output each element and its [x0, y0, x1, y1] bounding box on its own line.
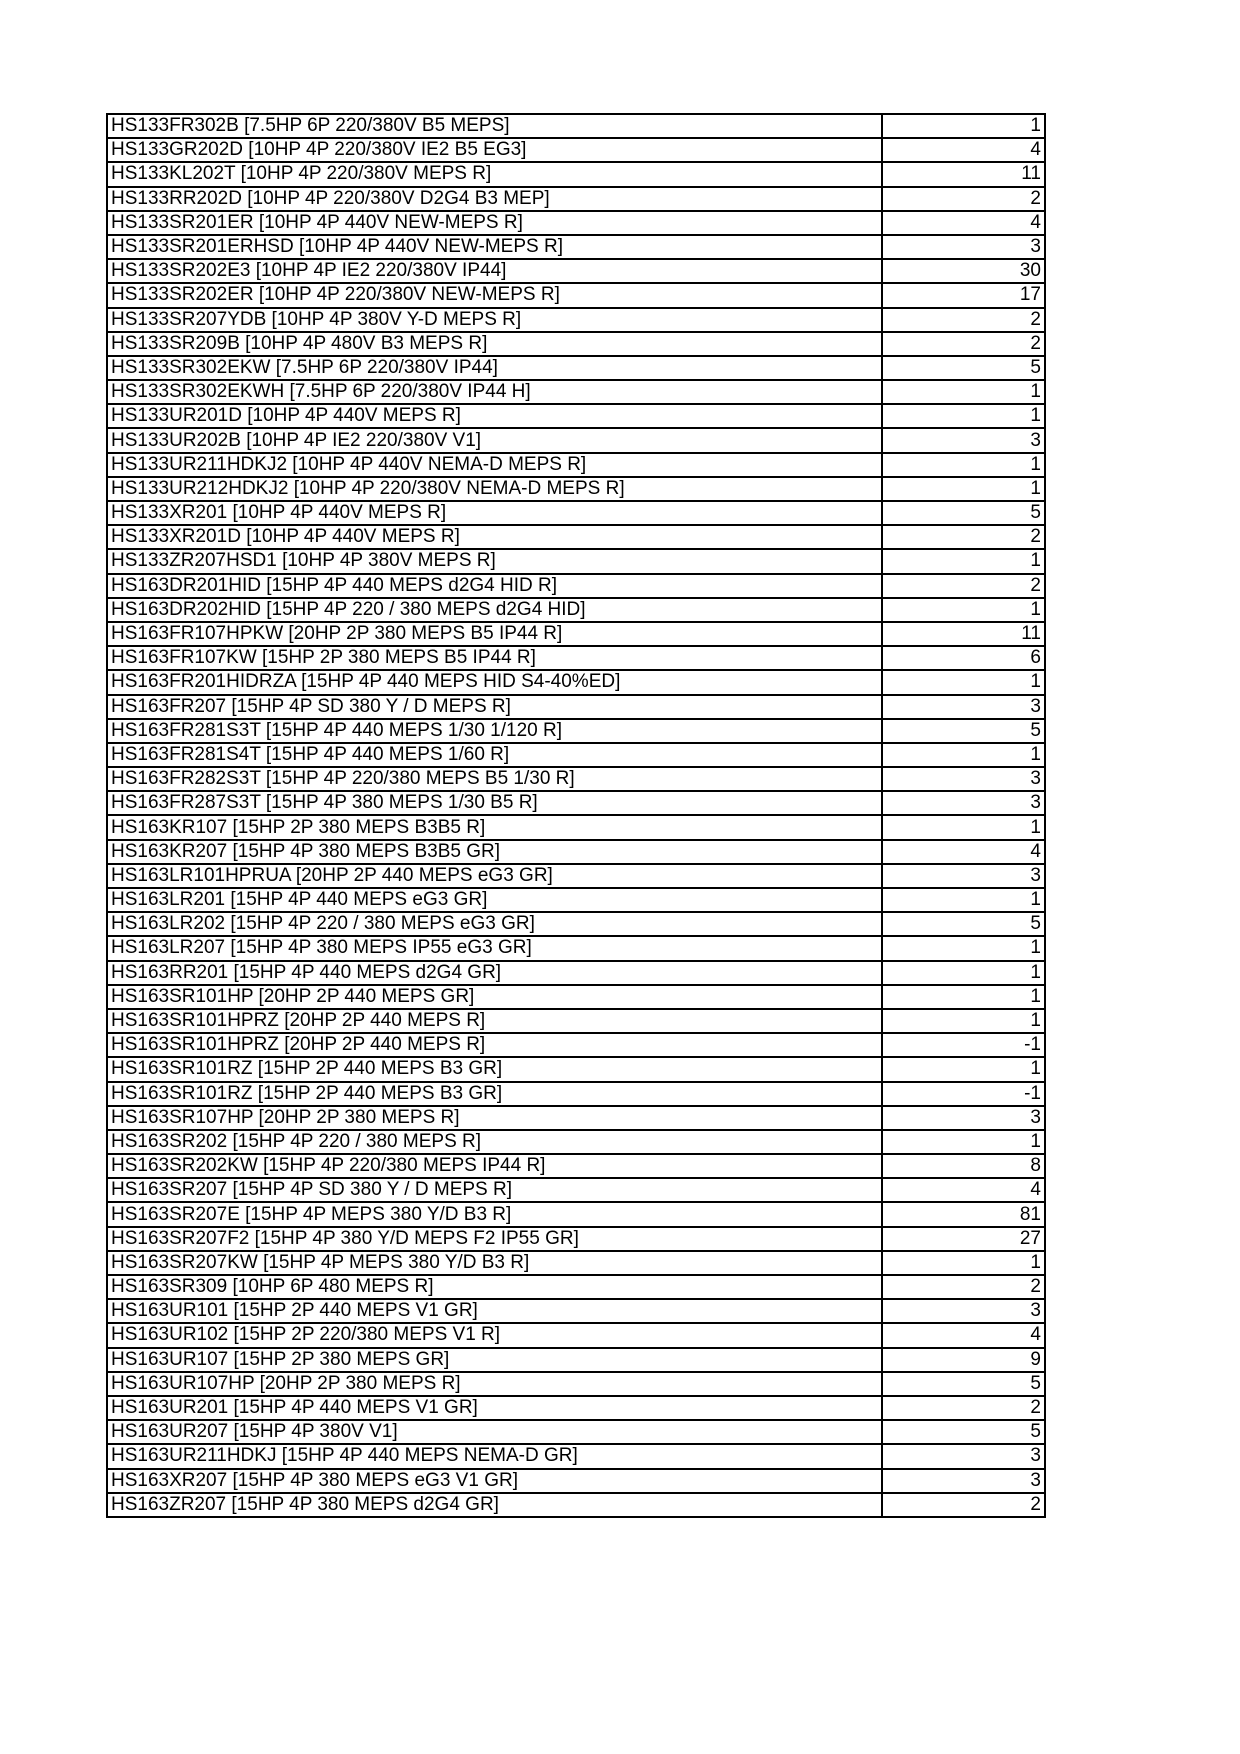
quantity-cell: 3	[882, 1106, 1045, 1130]
item-description-cell: HS163FR207 [15HP 4P SD 380 Y / D MEPS R]	[107, 695, 882, 719]
item-description-cell: HS133RR202D [10HP 4P 220/380V D2G4 B3 MEP]	[107, 187, 882, 211]
table-row	[107, 1130, 1045, 1154]
table-row	[107, 622, 1045, 646]
quantity-cell: 1	[882, 1009, 1045, 1033]
quantity-cell: 3	[882, 767, 1045, 791]
table-row	[107, 187, 1045, 211]
item-description-cell: HS133SR302EKW [7.5HP 6P 220/380V IP44]	[107, 356, 882, 380]
table-row	[107, 283, 1045, 307]
item-description-cell: HS133UR201D [10HP 4P 440V MEPS R]	[107, 404, 882, 428]
table-row	[107, 332, 1045, 356]
quantity-cell: 4	[882, 138, 1045, 162]
table-row	[107, 1227, 1045, 1251]
item-description-cell: HS133ZR207HSD1 [10HP 4P 380V MEPS R]	[107, 549, 882, 573]
item-description-cell: HS163UR207 [15HP 4P 380V V1]	[107, 1420, 882, 1444]
table-row	[107, 1033, 1045, 1057]
table-row	[107, 1082, 1045, 1106]
item-description-cell: HS163FR201HIDRZA [15HP 4P 440 MEPS HID S4-40%ED]	[107, 670, 882, 694]
item-description-cell: HS133GR202D [10HP 4P 220/380V IE2 B5 EG3]	[107, 138, 882, 162]
item-description-cell: HS133SR302EKWH [7.5HP 6P 220/380V IP44 H]	[107, 380, 882, 404]
item-description-cell: HS163KR207 [15HP 4P 380 MEPS B3B5 GR]	[107, 840, 882, 864]
table-row	[107, 1469, 1045, 1493]
quantity-cell: 30	[882, 259, 1045, 283]
quantity-cell: 11	[882, 162, 1045, 186]
quantity-cell: 5	[882, 1372, 1045, 1396]
quantity-cell: 17	[882, 283, 1045, 307]
table-row	[107, 162, 1045, 186]
quantity-cell: 1	[882, 888, 1045, 912]
item-description-cell: HS163SR202KW [15HP 4P 220/380 MEPS IP44 R]	[107, 1154, 882, 1178]
item-description-cell: HS163FR281S3T [15HP 4P 440 MEPS 1/30 1/120 R]	[107, 719, 882, 743]
item-description-cell: HS163RR201 [15HP 4P 440 MEPS d2G4 GR]	[107, 961, 882, 985]
quantity-cell: 2	[882, 187, 1045, 211]
quantity-cell: 9	[882, 1348, 1045, 1372]
table-row	[107, 840, 1045, 864]
item-description-cell: HS163SR101HPRZ [20HP 2P 440 MEPS R]	[107, 1009, 882, 1033]
item-description-cell: HS163UR201 [15HP 4P 440 MEPS V1 GR]	[107, 1396, 882, 1420]
table-row	[107, 428, 1045, 452]
table-row	[107, 549, 1045, 573]
quantity-cell: 3	[882, 695, 1045, 719]
table-row	[107, 380, 1045, 404]
quantity-cell: 1	[882, 477, 1045, 501]
item-description-cell: HS163UR102 [15HP 2P 220/380 MEPS V1 R]	[107, 1323, 882, 1347]
table-row	[107, 791, 1045, 815]
item-description-cell: HS163SR107HP [20HP 2P 380 MEPS R]	[107, 1106, 882, 1130]
table-row	[107, 1202, 1045, 1226]
item-description-cell: HS163SR101HPRZ [20HP 2P 440 MEPS R]	[107, 1033, 882, 1057]
table-row	[107, 1420, 1045, 1444]
table-row	[107, 453, 1045, 477]
quantity-cell: 3	[882, 791, 1045, 815]
inventory-table	[106, 113, 1046, 1518]
table-row	[107, 912, 1045, 936]
table-row	[107, 1372, 1045, 1396]
quantity-cell: 3	[882, 428, 1045, 452]
quantity-cell: 27	[882, 1227, 1045, 1251]
quantity-cell: 2	[882, 1275, 1045, 1299]
item-description-cell: HS163SR101HP [20HP 2P 440 MEPS GR]	[107, 985, 882, 1009]
quantity-cell: 81	[882, 1202, 1045, 1226]
table-row	[107, 1323, 1045, 1347]
table-row	[107, 670, 1045, 694]
item-description-cell: HS163SR101RZ [15HP 2P 440 MEPS B3 GR]	[107, 1057, 882, 1081]
item-description-cell: HS163LR207 [15HP 4P 380 MEPS IP55 eG3 GR]	[107, 936, 882, 960]
item-description-cell: HS133UR211HDKJ2 [10HP 4P 440V NEMA-D MEPS R]	[107, 453, 882, 477]
quantity-cell: 1	[882, 743, 1045, 767]
quantity-cell: 3	[882, 235, 1045, 259]
item-description-cell: HS133FR302B [7.5HP 6P 220/380V B5 MEPS]	[107, 114, 882, 138]
item-description-cell: HS163LR101HPRUA [20HP 2P 440 MEPS eG3 GR]	[107, 864, 882, 888]
item-description-cell: HS163ZR207 [15HP 4P 380 MEPS d2G4 GR]	[107, 1493, 882, 1517]
quantity-cell: 1	[882, 1130, 1045, 1154]
quantity-cell: 2	[882, 1396, 1045, 1420]
table-row	[107, 1106, 1045, 1130]
quantity-cell: 2	[882, 332, 1045, 356]
table-row	[107, 404, 1045, 428]
table-row	[107, 501, 1045, 525]
quantity-cell: 3	[882, 1299, 1045, 1323]
item-description-cell: HS163SR202 [15HP 4P 220 / 380 MEPS R]	[107, 1130, 882, 1154]
table-row	[107, 1154, 1045, 1178]
table-row	[107, 1178, 1045, 1202]
quantity-cell: 5	[882, 501, 1045, 525]
item-description-cell: HS163SR207E [15HP 4P MEPS 380 Y/D B3 R]	[107, 1202, 882, 1226]
table-row	[107, 259, 1045, 283]
quantity-cell: 8	[882, 1154, 1045, 1178]
table-row	[107, 1299, 1045, 1323]
item-description-cell: HS163SR207F2 [15HP 4P 380 Y/D MEPS F2 IP55 GR]	[107, 1227, 882, 1251]
quantity-cell: 4	[882, 211, 1045, 235]
table-row	[107, 864, 1045, 888]
table-row	[107, 695, 1045, 719]
item-description-cell: HS133SR207YDB [10HP 4P 380V Y-D MEPS R]	[107, 308, 882, 332]
item-description-cell: HS163KR107 [15HP 2P 380 MEPS B3B5 R]	[107, 815, 882, 839]
table-row	[107, 1275, 1045, 1299]
item-description-cell: HS163SR207KW [15HP 4P MEPS 380 Y/D B3 R]	[107, 1251, 882, 1275]
item-description-cell: HS163DR202HID [15HP 4P 220 / 380 MEPS d2G4 HID]	[107, 598, 882, 622]
quantity-cell: 3	[882, 864, 1045, 888]
item-description-cell: HS163DR201HID [15HP 4P 440 MEPS d2G4 HID R]	[107, 574, 882, 598]
table-row	[107, 308, 1045, 332]
item-description-cell: HS163LR202 [15HP 4P 220 / 380 MEPS eG3 GR]	[107, 912, 882, 936]
item-description-cell: HS163SR207 [15HP 4P SD 380 Y / D MEPS R]	[107, 1178, 882, 1202]
table-row	[107, 1396, 1045, 1420]
table-row	[107, 815, 1045, 839]
table-row	[107, 1009, 1045, 1033]
item-description-cell: HS133UR202B [10HP 4P IE2 220/380V V1]	[107, 428, 882, 452]
quantity-cell: 2	[882, 308, 1045, 332]
item-description-cell: HS163SR309 [10HP 6P 480 MEPS R]	[107, 1275, 882, 1299]
quantity-cell: 1	[882, 936, 1045, 960]
item-description-cell: HS163UR107HP [20HP 2P 380 MEPS R]	[107, 1372, 882, 1396]
table-row	[107, 1444, 1045, 1468]
item-description-cell: HS163UR101 [15HP 2P 440 MEPS V1 GR]	[107, 1299, 882, 1323]
table-row	[107, 598, 1045, 622]
table-row	[107, 743, 1045, 767]
quantity-cell: 2	[882, 574, 1045, 598]
quantity-cell: -1	[882, 1082, 1045, 1106]
quantity-cell: 2	[882, 1493, 1045, 1517]
quantity-cell: 5	[882, 719, 1045, 743]
table-row	[107, 961, 1045, 985]
quantity-cell: 11	[882, 622, 1045, 646]
item-description-cell: HS133UR212HDKJ2 [10HP 4P 220/380V NEMA-D MEPS R]	[107, 477, 882, 501]
quantity-cell: 5	[882, 1420, 1045, 1444]
item-description-cell: HS163XR207 [15HP 4P 380 MEPS eG3 V1 GR]	[107, 1469, 882, 1493]
table-row	[107, 936, 1045, 960]
item-description-cell: HS133XR201 [10HP 4P 440V MEPS R]	[107, 501, 882, 525]
quantity-cell: 3	[882, 1444, 1045, 1468]
quantity-cell: 1	[882, 1251, 1045, 1275]
quantity-cell: 3	[882, 1469, 1045, 1493]
quantity-cell: 4	[882, 840, 1045, 864]
item-description-cell: HS133SR201ERHSD [10HP 4P 440V NEW-MEPS R]	[107, 235, 882, 259]
table-row	[107, 646, 1045, 670]
table-row	[107, 477, 1045, 501]
quantity-cell: 4	[882, 1323, 1045, 1347]
item-description-cell: HS163FR282S3T [15HP 4P 220/380 MEPS B5 1/30 R]	[107, 767, 882, 791]
item-description-cell: HS163FR107KW [15HP 2P 380 MEPS B5 IP44 R]	[107, 646, 882, 670]
table-row	[107, 767, 1045, 791]
item-description-cell: HS163FR281S4T [15HP 4P 440 MEPS 1/60 R]	[107, 743, 882, 767]
table-row	[107, 1348, 1045, 1372]
table-row	[107, 574, 1045, 598]
quantity-cell: 1	[882, 961, 1045, 985]
quantity-cell: 1	[882, 1057, 1045, 1081]
item-description-cell: HS163UR211HDKJ [15HP 4P 440 MEPS NEMA-D GR]	[107, 1444, 882, 1468]
table-row	[107, 1057, 1045, 1081]
quantity-cell: 6	[882, 646, 1045, 670]
quantity-cell: 1	[882, 815, 1045, 839]
quantity-cell: 2	[882, 525, 1045, 549]
inventory-table-body	[107, 114, 1045, 1517]
table-row	[107, 888, 1045, 912]
quantity-cell: 1	[882, 598, 1045, 622]
table-row	[107, 235, 1045, 259]
quantity-cell: 1	[882, 453, 1045, 477]
quantity-cell: -1	[882, 1033, 1045, 1057]
item-description-cell: HS163FR107HPKW [20HP 2P 380 MEPS B5 IP44 R]	[107, 622, 882, 646]
table-row	[107, 525, 1045, 549]
quantity-cell: 4	[882, 1178, 1045, 1202]
quantity-cell: 1	[882, 549, 1045, 573]
item-description-cell: HS133SR209B [10HP 4P 480V B3 MEPS R]	[107, 332, 882, 356]
quantity-cell: 5	[882, 356, 1045, 380]
item-description-cell: HS133XR201D [10HP 4P 440V MEPS R]	[107, 525, 882, 549]
quantity-cell: 1	[882, 985, 1045, 1009]
table-row	[107, 114, 1045, 138]
table-row	[107, 138, 1045, 162]
quantity-cell: 1	[882, 670, 1045, 694]
item-description-cell: HS163SR101RZ [15HP 2P 440 MEPS B3 GR]	[107, 1082, 882, 1106]
item-description-cell: HS163LR201 [15HP 4P 440 MEPS eG3 GR]	[107, 888, 882, 912]
table-row	[107, 356, 1045, 380]
table-row	[107, 985, 1045, 1009]
item-description-cell: HS133SR202ER [10HP 4P 220/380V NEW-MEPS R]	[107, 283, 882, 307]
item-description-cell: HS133KL202T [10HP 4P 220/380V MEPS R]	[107, 162, 882, 186]
quantity-cell: 1	[882, 404, 1045, 428]
table-row	[107, 1493, 1045, 1517]
quantity-cell: 5	[882, 912, 1045, 936]
item-description-cell: HS163FR287S3T [15HP 4P 380 MEPS 1/30 B5 R]	[107, 791, 882, 815]
quantity-cell: 1	[882, 380, 1045, 404]
item-description-cell: HS163UR107 [15HP 2P 380 MEPS GR]	[107, 1348, 882, 1372]
quantity-cell: 1	[882, 114, 1045, 138]
item-description-cell: HS133SR201ER [10HP 4P 440V NEW-MEPS R]	[107, 211, 882, 235]
item-description-cell: HS133SR202E3 [10HP 4P IE2 220/380V IP44]	[107, 259, 882, 283]
table-row	[107, 719, 1045, 743]
table-row	[107, 1251, 1045, 1275]
table-row	[107, 211, 1045, 235]
